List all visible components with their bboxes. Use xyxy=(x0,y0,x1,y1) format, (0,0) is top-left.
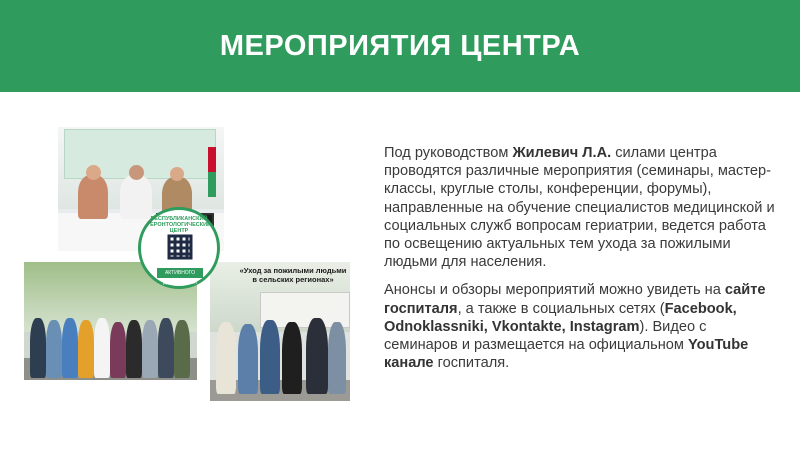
header-bar xyxy=(0,0,800,92)
description-text xyxy=(384,144,779,382)
emblem-text: РЕСПУБЛИКАНСКИЙ ГЕРОНТОЛОГИЧЕСКИЙ ЦЕНТР xyxy=(147,216,211,234)
photo-caption: «Уход за пожилыми людьми в сельских регионах» xyxy=(239,266,347,284)
hospital-site-link: сайте госпиталя xyxy=(384,282,766,317)
youtube-channel: YouTube канале xyxy=(384,337,749,372)
endless-knot-icon xyxy=(163,230,197,264)
emblem-ribbon: АКТИВНОГО ДОЛГОЛЕТИЯ xyxy=(157,268,203,278)
leader-name: Жилевич Л.А. xyxy=(512,145,612,161)
paragraph-leadership: Под руководством Жилевич Л.А. силами центра проводятся различные мероприятия (семинары, мастер-классы, круглые столы, конференции, форумы), направленные на обучение специалистов медицинской и социальных служб вопросам гериатрии, ведется работа по освещению актуальных тем ухода за пожилыми людьми для населения. xyxy=(384,145,775,271)
social-networks: Facebook, Odnoklassniki, Vkontakte, Instagram xyxy=(384,300,737,335)
center-emblem xyxy=(138,207,220,289)
paragraph-announcements: Анонсы и обзоры мероприятий можно увидеть на сайте госпиталя, а также в социальных сетях (Facebook, Odnoklassniki, Vkontakte, Instagram). Видео с семинаров и размещается на официальном YouTube канале госпиталя. xyxy=(384,282,766,372)
page-title: МЕРОПРИЯТИЯ ЦЕНТРА xyxy=(219,29,581,62)
group-photo-right xyxy=(210,262,350,401)
